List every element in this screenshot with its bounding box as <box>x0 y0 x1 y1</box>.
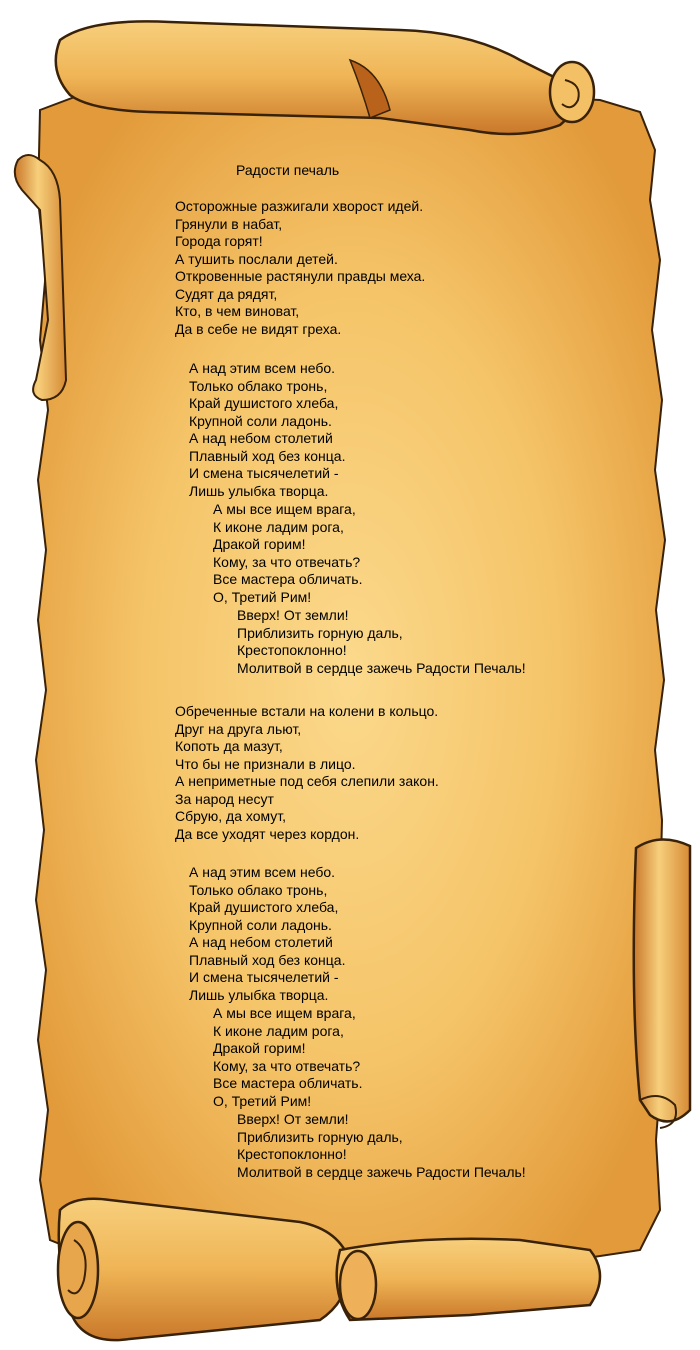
chorus-line: Лишь улыбка творца. <box>189 986 329 1003</box>
chorus-line: Крупной соли ладонь. <box>189 916 332 933</box>
chorus-line: А мы все ищем врага, <box>213 501 356 517</box>
verse-line: Сбрую, да хомут, <box>175 808 287 825</box>
chorus-line: А мы все ищем врага, <box>213 1005 356 1021</box>
chorus-line: Плавный ход без конца. <box>189 447 346 464</box>
verse-line: Кто, в чем виноват, <box>175 303 300 320</box>
chorus-line: А над небом столетий <box>189 430 333 447</box>
verse-line: А тушить послали детей. <box>175 250 338 267</box>
chorus-line: Плавный ход без конца. <box>189 951 346 968</box>
verse-line: Обреченные встали на колени в кольцо. <box>175 703 439 719</box>
poem-title: Радости печаль <box>236 162 340 178</box>
chorus-line: Все мастера обличать. <box>213 1075 363 1092</box>
chorus-line: Молитвой в сердце зажечь Радости Печаль! <box>237 1163 526 1180</box>
verse-line: Судят да рядят, <box>175 285 278 302</box>
verse-line: Копоть да мазут, <box>175 738 283 755</box>
chorus-line: И смена тысячелетий - <box>189 969 339 986</box>
chorus-line: Край душистого хлеба, <box>189 899 339 916</box>
chorus-line: Вверх! От земли! <box>237 1111 349 1127</box>
chorus-line: Кому, за что отвечать? <box>213 553 361 570</box>
verse-line: Откровенные растянули правды меха. <box>175 268 426 285</box>
chorus-line: А над этим всем небо. <box>189 864 336 880</box>
verse-line: Города горят! <box>175 233 263 250</box>
verse-line: А неприметные под себя слепили закон. <box>175 773 439 790</box>
chorus-line: Дракой горим! <box>213 536 306 553</box>
chorus-line: Кому, за что отвечать? <box>213 1057 361 1074</box>
chorus-line: Вверх! От земли! <box>237 607 349 623</box>
verse-line: Что бы не признали в лицо. <box>175 755 356 772</box>
chorus-line: Край душистого хлеба, <box>189 395 339 412</box>
verse-line: Осторожные разжигали хворост идей. <box>175 198 424 214</box>
verse-line: Друг на друга льют, <box>175 720 302 737</box>
chorus-line: А над этим всем небо. <box>189 360 336 376</box>
chorus-line: Крупной соли ладонь. <box>189 412 332 429</box>
chorus-line: К иконе ладим рога, <box>213 518 344 535</box>
chorus-line: Приблизить горную даль, <box>237 1128 403 1145</box>
chorus-line: Только облако тронь, <box>189 377 328 394</box>
verse-line: Да все уходят через кордон. <box>175 825 360 842</box>
chorus-line: Лишь улыбка творца. <box>189 482 329 499</box>
chorus-line: Все мастера обличать. <box>213 571 363 588</box>
chorus-line: О, Третий Рим! <box>213 588 312 605</box>
chorus-line: Крестопоклонно! <box>237 642 347 659</box>
chorus-line: Приблизить горную даль, <box>237 624 403 641</box>
verse-line: За народ несут <box>175 790 274 807</box>
chorus-line: О, Третий Рим! <box>213 1092 312 1109</box>
chorus-line: К иконе ладим рога, <box>213 1022 344 1039</box>
verse-line: Да в себе не видят греха. <box>175 320 342 337</box>
chorus-line: Крестопоклонно! <box>237 1146 347 1163</box>
chorus-line: Только облако тронь, <box>189 881 328 898</box>
verse-line: Грянули в набат, <box>175 215 283 232</box>
chorus-line: Дракой горим! <box>213 1040 306 1057</box>
chorus-line: Молитвой в сердце зажечь Радости Печаль! <box>237 659 526 676</box>
chorus-line: И смена тысячелетий - <box>189 465 339 482</box>
chorus-line: А над небом столетий <box>189 934 333 951</box>
